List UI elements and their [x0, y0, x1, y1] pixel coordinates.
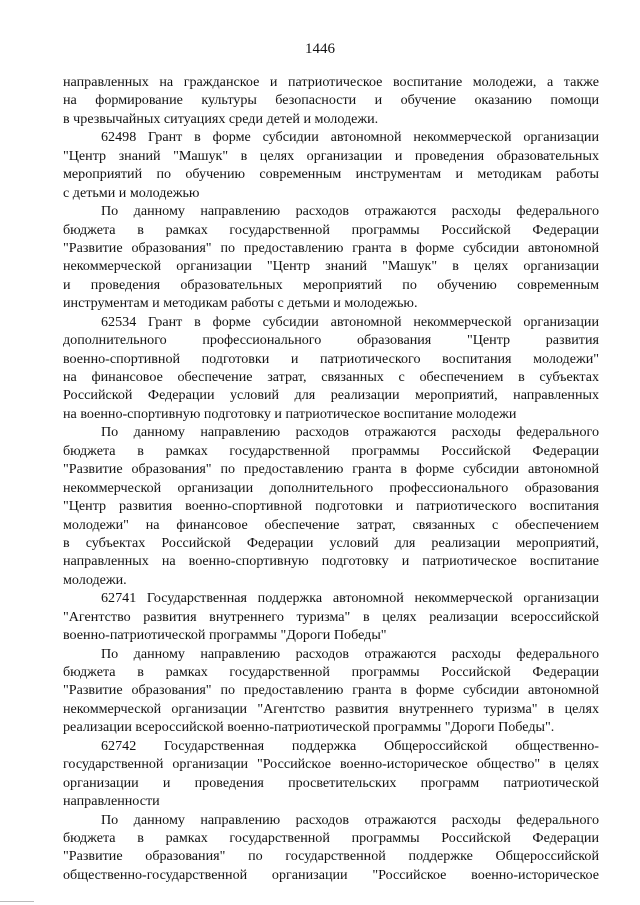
- text-line: с детьми и молодежью: [63, 184, 200, 201]
- text-line: государственной организации "Российское военно-историческое общество" в целях: [63, 756, 599, 773]
- text-line: "Развитие образования" по предоставлению гранта в форме субсидии автономной: [63, 239, 599, 256]
- text-line: "Центр знаний "Машук" в целях организации и проведения образовательных: [63, 147, 599, 164]
- text-line: По данному направлению расходов отражаются расходы федерального: [101, 645, 599, 662]
- text-line: 62534 Грант в форме субсидии автономной некоммерческой организации: [101, 313, 599, 330]
- text-line: военно-патриотической программы "Дороги Победы": [63, 627, 387, 644]
- text-line: некоммерческой организации дополнительного профессионального образования: [63, 479, 599, 496]
- page-number: 1446: [305, 41, 335, 57]
- document-body: [63, 73, 599, 884]
- text-line: в чрезвычайных ситуациях среди детей и молодежи.: [63, 110, 379, 127]
- text-line: направленности: [63, 793, 160, 810]
- text-line: "Развитие образования" по государственной поддержке Общероссийской: [63, 848, 599, 865]
- text-line: Российской Федерации условий для реализации мероприятий, направленных: [63, 387, 599, 404]
- scan-edge-dots: [0, 901, 34, 902]
- text-line: направленных на гражданское и патриотическое воспитание молодежи, а также: [63, 74, 599, 90]
- text-line: в субъектах Российской Федерации условий для реализации мероприятий,: [63, 534, 599, 551]
- text-line: дополнительного профессионального образования "Центр развития: [63, 332, 599, 349]
- text-line: на формирование культуры безопасности и обучение оказанию помощи: [63, 92, 599, 109]
- text-line: военно-спортивной подготовки и патриотического воспитания молодежи": [63, 350, 599, 367]
- text-line: "Развитие образования" по предоставлению гранта в форме субсидии автономной: [63, 682, 599, 699]
- text-line: По данному направлению расходов отражаются расходы федерального: [101, 424, 599, 441]
- text-line: 62498 Грант в форме субсидии автономной некоммерческой организации: [101, 129, 599, 146]
- scan-edge-mark: [0, 899, 40, 905]
- text-line: на финансовое обеспечение затрат, связанных с обеспечением в субъектах: [63, 369, 599, 385]
- text-line: "Центр развития военно-спортивной подготовки и патриотического воспитания: [63, 498, 599, 515]
- text-line: организации и проведения просветительских программ патриотической: [63, 774, 599, 791]
- text-line: мероприятий по обучению современным инструментам и методикам работы: [63, 166, 599, 183]
- text-line: бюджета в рамках государственной программы Российской Федерации: [63, 829, 599, 846]
- text-line: направленных на военно-спортивную подготовку и патриотическое воспитание: [63, 553, 599, 570]
- text-line: реализации всероссийской военно-патриотической программы "Дороги Победы".: [63, 719, 555, 736]
- text-line: бюджета в рамках государственной программы Российской Федерации: [63, 442, 599, 459]
- text-line: По данному направлению расходов отражаются расходы федерального: [101, 811, 599, 828]
- text-line: на военно-спортивную подготовку и патриотическое воспитание молодежи: [63, 405, 517, 422]
- text-line: некоммерческой организации "Агентство развития внутреннего туризма" в целях: [63, 700, 599, 717]
- text-line: молодежи" на финансовое обеспечение затрат, связанных с обеспечением: [63, 516, 599, 533]
- text-line: некоммерческой организации "Центр знаний "Машук" в целях организации: [63, 258, 599, 275]
- text-line: "Агентство развития внутреннего туризма" в целях реализации всероссийской: [63, 608, 599, 625]
- text-line: "Развитие образования" по предоставлению гранта в форме субсидии автономной: [63, 461, 599, 478]
- text-line: По данному направлению расходов отражаются расходы федерального: [101, 203, 599, 220]
- text-line: инструментам и методикам работы с детьми и молодежью.: [63, 295, 418, 312]
- text-line: и проведения образовательных мероприятий по обучению современным: [63, 276, 599, 293]
- text-line: бюджета в рамках государственной программы Российской Федерации: [63, 664, 599, 680]
- text-line: бюджета в рамках государственной программы Российской Федерации: [63, 221, 599, 238]
- text-line: 62741 Государственная поддержка автономной некоммерческой организации: [101, 590, 599, 607]
- text-line: 62742 Государственная поддержка Общероссийской общественно-: [101, 737, 599, 754]
- text-line: молодежи.: [63, 571, 127, 588]
- text-line: общественно-государственной организации "Российское военно-историческое: [63, 866, 599, 883]
